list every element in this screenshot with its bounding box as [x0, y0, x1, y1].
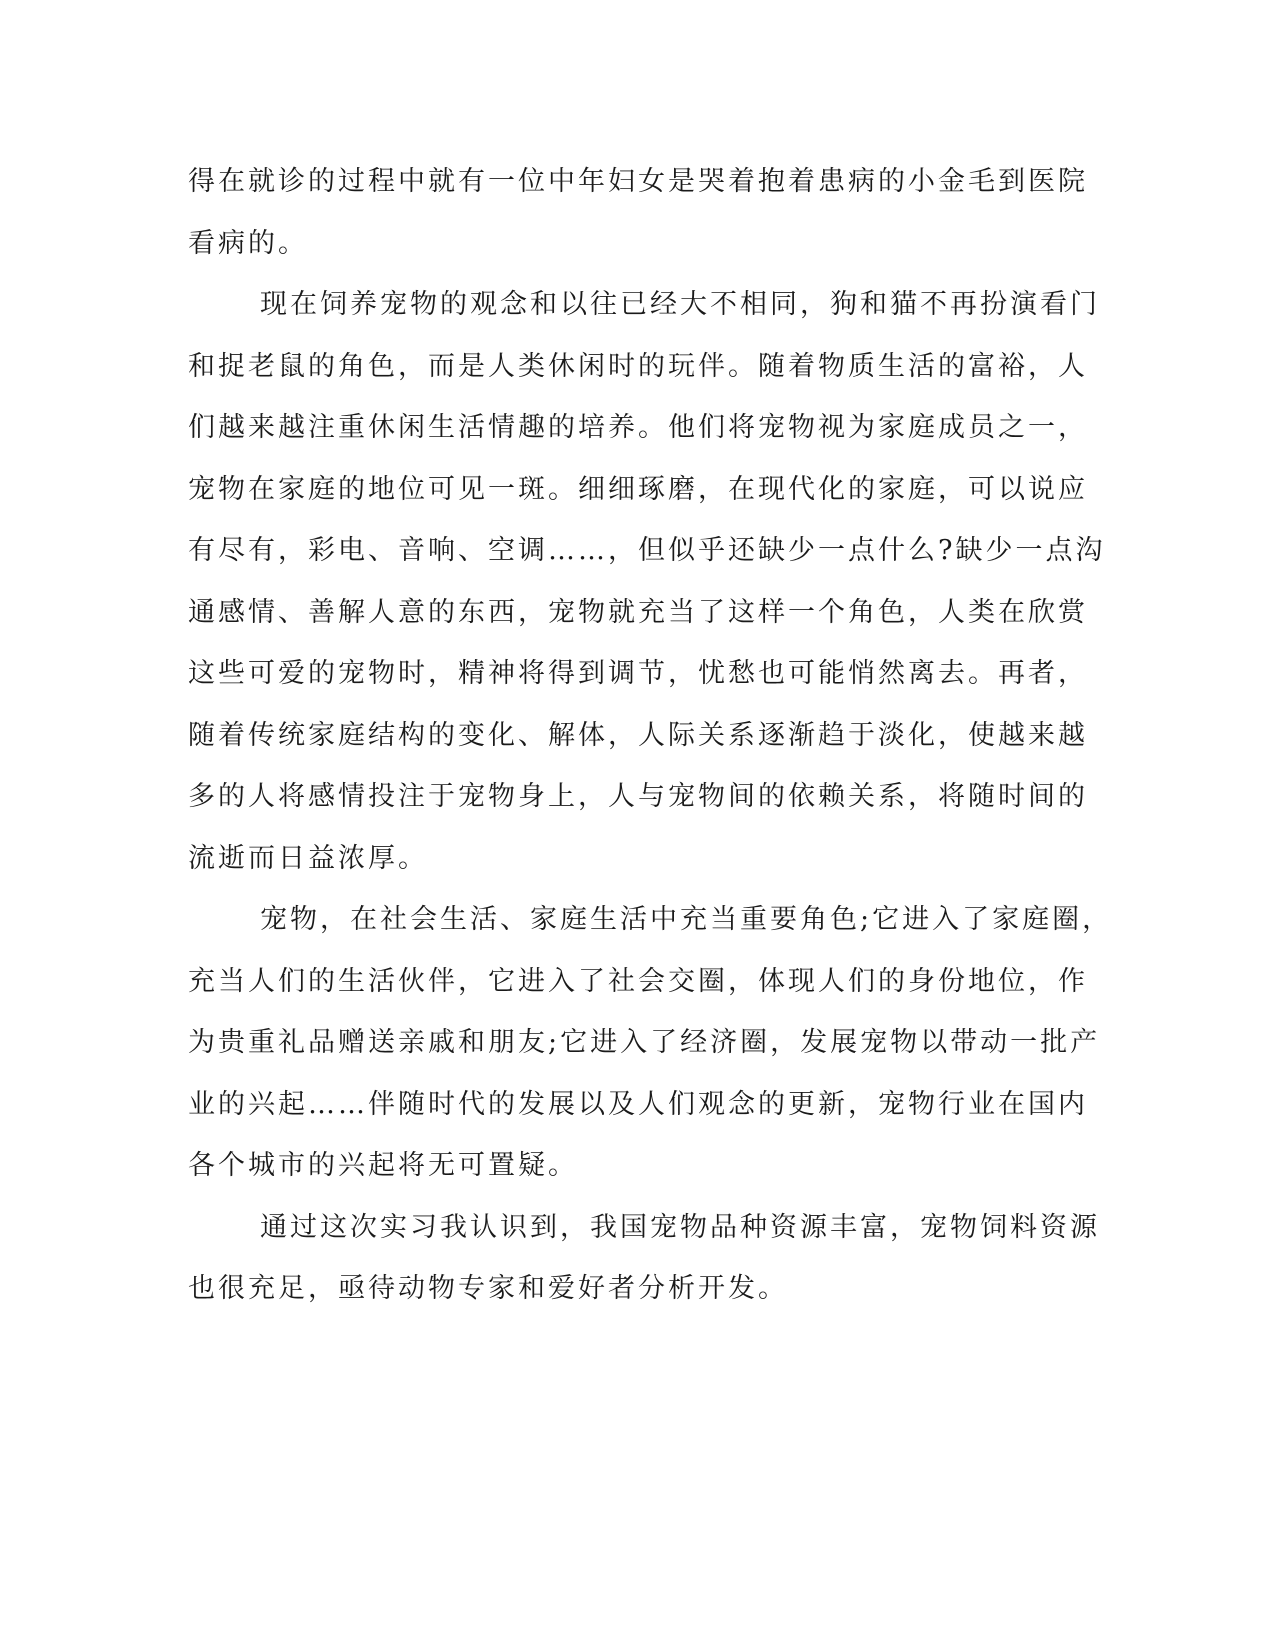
text-line: 通感情、善解人意的东西，宠物就充当了这样一个角色，人类在欣赏	[188, 596, 1088, 628]
text-line: 流逝而日益浓厚。	[188, 842, 428, 874]
text-line: 和捉老鼠的角色，而是人类休闲时的玩伴。随着物质生活的富裕，人	[188, 350, 1088, 382]
text-line: 随着传统家庭结构的变化、解体，人际关系逐渐趋于淡化，使越来越	[188, 719, 1088, 751]
paragraph-4	[188, 1208, 1100, 1331]
text-line: 现在饲养宠物的观念和以往已经大不相同，狗和猫不再扮演看门	[260, 289, 1100, 320]
text-line: 各个城市的兴起将无可置疑。	[188, 1150, 578, 1181]
text-line: 看病的。	[188, 227, 308, 259]
text-line: 多的人将感情投注于宠物身上，人与宠物间的依赖关系，将随时间的	[188, 781, 1088, 812]
text-line: 有尽有，彩电、音响、空调……，但似乎还缺少一点什么?缺少一点沟	[188, 535, 1106, 566]
text-line: 也很充足，亟待动物专家和爱好者分析开发。	[188, 1273, 788, 1304]
text-line: 得在就诊的过程中就有一位中年妇女是哭着抱着患病的小金毛到医院	[188, 166, 1088, 197]
paragraph-3	[188, 900, 1113, 1208]
paragraph-2	[188, 285, 1106, 900]
text-line: 们越来越注重休闲生活情趣的培养。他们将宠物视为家庭成员之一，	[188, 412, 1088, 443]
text-line: 为贵重礼品赠送亲戚和朋友;它进入了经济圈，发展宠物以带动一批产	[188, 1027, 1101, 1058]
text-line: 充当人们的生活伙伴，它进入了社会交圈，体现人们的身份地位，作	[188, 965, 1088, 997]
body-text	[188, 162, 1113, 1331]
text-line: 这些可爱的宠物时，精神将得到调节，忧愁也可能悄然离去。再者，	[188, 658, 1088, 689]
paragraph-1	[188, 162, 1088, 285]
text-line: 宠物，在社会生活、家庭生活中充当重要角色;它进入了家庭圈，	[260, 904, 1113, 935]
text-line: 通过这次实习我认识到，我国宠物品种资源丰富，宠物饲料资源	[260, 1211, 1100, 1243]
text-line: 宠物在家庭的地位可见一斑。细细琢磨，在现代化的家庭，可以说应	[188, 473, 1088, 505]
text-line: 业的兴起……伴随时代的发展以及人们观念的更新，宠物行业在国内	[188, 1088, 1088, 1120]
